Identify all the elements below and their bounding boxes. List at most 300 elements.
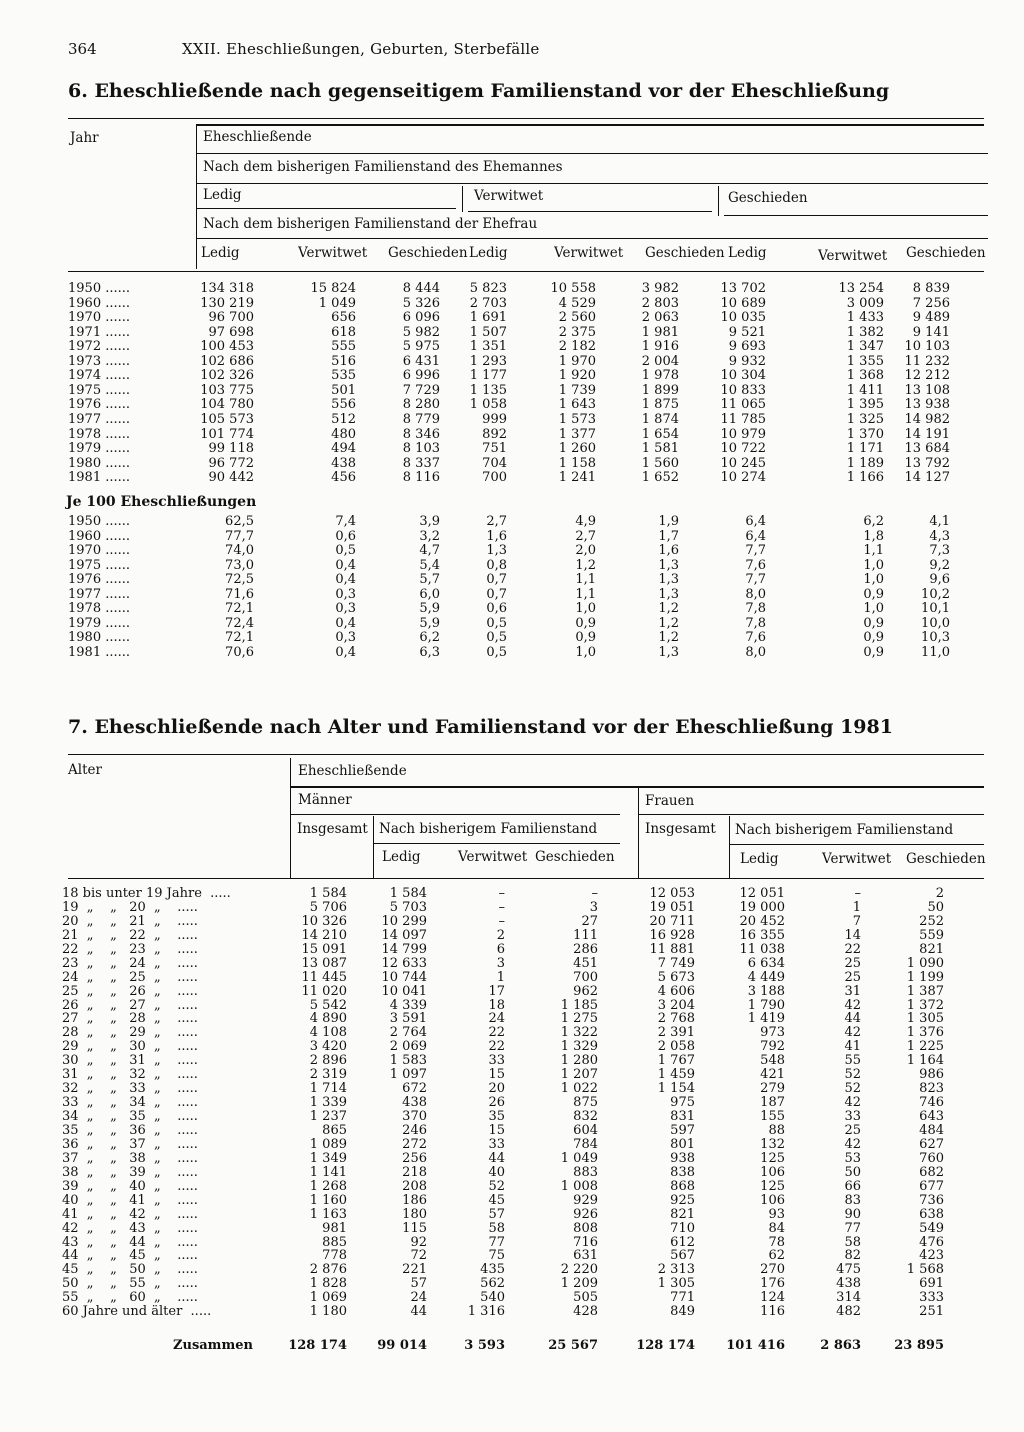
t7-cell: 4 108 <box>309 1025 347 1041</box>
t6-per100-cell: 0,6 <box>335 528 356 544</box>
t7-header-nach-m: Nach bisherigem Familienstand <box>379 821 598 837</box>
t6-cell: 12 212 <box>904 368 950 384</box>
t7-cell: 1 089 <box>309 1136 347 1152</box>
t6-cell: 10 979 <box>720 426 766 442</box>
t7-cell: 1 372 <box>906 997 944 1013</box>
t7-subheader-f-3: Geschieden <box>906 851 986 867</box>
t6-per100-cell: 1,8 <box>863 528 884 544</box>
t7-cell: 1 714 <box>309 1081 347 1097</box>
t6-cell: 1 643 <box>558 397 596 413</box>
t7-row <box>0 943 1024 957</box>
t7-cell: 66 <box>844 1178 861 1194</box>
t7-row <box>0 1194 1024 1208</box>
t7-cell: 1 583 <box>389 1053 427 1069</box>
t7-rule <box>729 844 984 845</box>
t6-cell: 102 326 <box>200 368 254 384</box>
t6-per100-row-label: 1975 ...... <box>68 557 131 573</box>
t7-cell: 821 <box>670 1206 695 1222</box>
t7-cell: 111 <box>573 927 598 943</box>
t7-cell: 16 355 <box>739 927 785 943</box>
t7-row-label: 40 „ „ 41 „ ..... <box>62 1192 198 1208</box>
t7-cell: 716 <box>573 1234 598 1250</box>
t6-per100-cell: 1,3 <box>658 586 679 602</box>
t7-row <box>0 1236 1024 1250</box>
t7-cell: 10 299 <box>381 913 427 929</box>
t7-cell: 1 316 <box>467 1304 505 1320</box>
t7-cell: 4 449 <box>747 969 785 985</box>
t7-cell: 256 <box>402 1150 427 1166</box>
t7-row-label: 26 „ „ 27 „ ..... <box>62 997 198 1013</box>
t7-cell: 57 <box>410 1276 427 1292</box>
t6-rule <box>196 183 988 184</box>
t6-cell: 438 <box>331 455 356 471</box>
t6-per100-row-label: 1981 ...... <box>68 644 131 660</box>
t6-cell: 1 135 <box>469 382 507 398</box>
t7-cell: 3 591 <box>389 1011 427 1027</box>
t6-cell: 1 355 <box>846 353 884 369</box>
t6-per100-row-label: 1960 ...... <box>68 528 131 544</box>
t7-cell: 22 <box>488 1039 505 1055</box>
t6-subheader-5: Verwitwet <box>554 245 624 261</box>
t6-header-geschieden: Geschieden <box>728 190 808 206</box>
t7-cell: 7 749 <box>657 955 695 971</box>
t7-row-label: 42 „ „ 43 „ ..... <box>62 1220 198 1236</box>
t7-total-cell: 99 014 <box>377 1338 427 1353</box>
t7-cell: 77 <box>844 1220 861 1236</box>
t7-row-label: 34 „ „ 35 „ ..... <box>62 1109 198 1125</box>
t6-row-label: 1977 ...... <box>68 411 131 427</box>
t6-per100-cell: 7,6 <box>745 630 766 645</box>
t6-cell: 501 <box>331 382 356 398</box>
t7-cell: 15 <box>488 1067 505 1083</box>
t6-row <box>0 471 1024 485</box>
t6-per100-cell: 0,8 <box>486 557 507 573</box>
t7-cell: 72 <box>410 1248 427 1264</box>
t6-per100-row <box>0 631 1024 645</box>
t7-cell: 52 <box>488 1178 505 1194</box>
t6-cell: 494 <box>331 441 356 457</box>
t6-row <box>0 384 1024 398</box>
t7-row-label: 22 „ „ 23 „ ..... <box>62 941 198 957</box>
t6-cell: 13 254 <box>838 281 884 296</box>
t7-cell: 10 744 <box>381 969 427 985</box>
t7-cell: 1 160 <box>309 1192 347 1208</box>
t6-cell: 1 395 <box>846 397 884 413</box>
t6-cell: 10 722 <box>720 441 766 457</box>
t7-cell: 6 634 <box>747 955 785 971</box>
t7-cell: 57 <box>488 1206 505 1222</box>
t7-divider <box>290 758 291 878</box>
t7-cell: 1 305 <box>657 1276 695 1292</box>
t6-cell: 999 <box>482 411 507 427</box>
t7-cell: 1 199 <box>906 969 944 985</box>
t6-cell: 1 970 <box>558 353 596 369</box>
t7-cell: 5 542 <box>309 997 347 1013</box>
t6-header-bottom-rule <box>68 271 984 272</box>
t7-row <box>0 1040 1024 1054</box>
t6-cell: 1 347 <box>846 339 884 355</box>
t7-cell: 1 268 <box>309 1178 347 1194</box>
t6-cell: 3 982 <box>641 281 679 296</box>
t7-cell: 14 210 <box>301 927 347 943</box>
t7-cell: – <box>498 913 505 929</box>
t7-row-label: 44 „ „ 45 „ ..... <box>62 1248 198 1264</box>
t6-subheader-7: Ledig <box>728 245 767 261</box>
t6-per100-row <box>0 573 1024 587</box>
t6-per100-cell: 7,7 <box>745 543 766 558</box>
t6-per100-cell: 8,0 <box>745 644 766 660</box>
t6-cell: 9 932 <box>728 353 766 369</box>
t6-per100-cell: 10,0 <box>921 615 950 631</box>
t7-cell: 1 <box>496 969 505 985</box>
t7-row <box>0 1305 1024 1319</box>
t7-cell: 218 <box>402 1164 427 1180</box>
t6-per100-cell: 1,6 <box>658 543 679 558</box>
t7-cell: 1 154 <box>657 1081 695 1097</box>
t6-cell: 1 981 <box>641 324 679 340</box>
t7-cell: 438 <box>836 1276 861 1292</box>
t7-cell: 451 <box>573 955 598 971</box>
t7-cell: 55 <box>844 1053 861 1069</box>
t7-cell: 83 <box>844 1192 861 1208</box>
t7-cell: 1 767 <box>657 1053 695 1069</box>
t7-cell: 1 <box>852 899 861 915</box>
t6-per100-cell: 72,4 <box>225 615 254 631</box>
t6-cell: 1 351 <box>469 339 507 355</box>
t7-cell: 10 041 <box>381 983 427 999</box>
t7-row-label: 33 „ „ 34 „ ..... <box>62 1095 198 1111</box>
t7-row-label: 18 bis unter 19 Jahre ..... <box>62 886 231 901</box>
t7-cell: 962 <box>573 983 598 999</box>
t7-row-label: 43 „ „ 44 „ ..... <box>62 1234 198 1250</box>
t7-cell: 1 049 <box>560 1150 598 1166</box>
t7-row-label: 39 „ „ 40 „ ..... <box>62 1178 198 1194</box>
t6-cell: 2 560 <box>558 310 596 326</box>
t7-cell: 25 <box>844 1122 861 1138</box>
t6-per100-row <box>0 646 1024 660</box>
t7-cell: 270 <box>760 1262 785 1278</box>
t7-row <box>0 1208 1024 1222</box>
t7-cell: 1 237 <box>309 1109 347 1125</box>
t6-cell: 1 654 <box>641 426 679 442</box>
t7-cell: 77 <box>488 1234 505 1250</box>
t6-per100-row-label: 1970 ...... <box>68 543 131 558</box>
t6-per100-cell: 10,1 <box>921 601 950 616</box>
t6-row <box>0 369 1024 383</box>
t7-cell: 75 <box>488 1248 505 1264</box>
t7-cell: 677 <box>919 1178 944 1194</box>
t7-cell: 44 <box>410 1304 427 1320</box>
t6-divider <box>718 186 719 216</box>
t6-per100-cell: 0,7 <box>486 586 507 602</box>
t6-cell: 1 171 <box>846 441 884 457</box>
t6-per100-cell: 0,3 <box>335 586 356 602</box>
t7-cell: 52 <box>844 1067 861 1083</box>
t7-total-cell: 25 567 <box>548 1338 598 1353</box>
t6-rule <box>468 211 712 212</box>
t7-cell: 44 <box>488 1150 505 1166</box>
t7-cell: 1 141 <box>309 1164 347 1180</box>
t7-row <box>0 887 1024 901</box>
t7-cell: 45 <box>488 1192 505 1208</box>
t6-subheader-1: Ledig <box>201 245 240 261</box>
t6-rule <box>196 153 988 154</box>
t7-cell: 682 <box>919 1164 944 1180</box>
t6-per100-cell: 10,2 <box>921 586 950 602</box>
t6-row-label: 1971 ...... <box>68 324 131 340</box>
t7-cell: 370 <box>402 1109 427 1125</box>
t7-cell: 314 <box>836 1290 861 1306</box>
t6-cell: 103 775 <box>200 382 254 398</box>
t7-cell: 52 <box>844 1081 861 1097</box>
t6-cell: 100 453 <box>200 339 254 355</box>
t7-row <box>0 1096 1024 1110</box>
t7-cell: 42 <box>844 1095 861 1111</box>
t7-cell: 643 <box>919 1109 944 1125</box>
t6-per100-cell: 1,7 <box>658 528 679 544</box>
t7-cell: 2 319 <box>309 1067 347 1083</box>
t7-cell: 1 387 <box>906 983 944 999</box>
t7-cell: 22 <box>844 941 861 957</box>
t6-per100-cell: 1,3 <box>486 543 507 558</box>
t7-cell: 272 <box>402 1136 427 1152</box>
t7-cell: 252 <box>919 913 944 929</box>
t6-per100-cell: 10,3 <box>921 630 950 645</box>
t7-cell: 12 051 <box>739 886 785 901</box>
t7-row-label: 55 „ „ 60 „ ..... <box>62 1290 198 1306</box>
t7-cell: 116 <box>760 1304 785 1320</box>
t6-cell: 1 260 <box>558 441 596 457</box>
t6-cell: 1 325 <box>846 411 884 427</box>
t6-cell: 5 823 <box>469 281 507 296</box>
t7-row-label: 60 Jahre und älter ..... <box>62 1304 212 1320</box>
t7-cell: 35 <box>488 1109 505 1125</box>
t7-row <box>0 915 1024 929</box>
t6-cell: 11 232 <box>904 353 950 369</box>
t7-cell: 808 <box>573 1220 598 1236</box>
t7-cell: 1 180 <box>309 1304 347 1320</box>
t7-header-maenner: Männer <box>298 792 352 808</box>
t6-per100-row <box>0 544 1024 558</box>
t7-cell: 1 207 <box>560 1067 598 1083</box>
t6-cell: 8 779 <box>402 411 440 427</box>
t7-cell: 15 091 <box>301 941 347 957</box>
t6-cell: 13 684 <box>904 441 950 457</box>
t6-cell: 512 <box>331 411 356 427</box>
t6-per100-cell: 6,4 <box>745 528 766 544</box>
t7-cell: 885 <box>322 1234 347 1250</box>
t6-cell: 700 <box>482 470 507 486</box>
t7-row <box>0 971 1024 985</box>
t7-cell: 20 <box>488 1081 505 1097</box>
t7-cell: 838 <box>670 1164 695 1180</box>
t7-header-bottom-rule <box>68 878 984 879</box>
t6-per100-row-label: 1980 ...... <box>68 630 131 645</box>
t7-cell: 11 038 <box>739 941 785 957</box>
t6-cell: 5 975 <box>402 339 440 355</box>
t7-rule <box>373 843 620 844</box>
t7-rule <box>638 814 984 815</box>
t6-cell: 8 116 <box>402 470 440 486</box>
t6-row <box>0 355 1024 369</box>
t7-divider <box>373 816 374 878</box>
t7-cell: 975 <box>670 1095 695 1111</box>
t7-cell: 41 <box>844 1039 861 1055</box>
t6-per100-cell: 0,9 <box>863 644 884 660</box>
t6-header-verwitwet: Verwitwet <box>474 188 544 204</box>
t6-per100-cell: 70,6 <box>225 644 254 660</box>
t6-per100-cell: 4,7 <box>419 543 440 558</box>
t7-row <box>0 1054 1024 1068</box>
t6-cell: 2 063 <box>641 310 679 326</box>
t6-header-eheschliessende: Eheschließende <box>203 129 312 145</box>
t6-cell: 1 377 <box>558 426 596 442</box>
t7-cell: 5 703 <box>389 899 427 915</box>
t7-cell: 567 <box>670 1248 695 1264</box>
t6-cell: 10 103 <box>904 339 950 355</box>
t7-cell: 784 <box>573 1136 598 1152</box>
t7-row-label: 35 „ „ 36 „ ..... <box>62 1122 198 1138</box>
t6-cell: 618 <box>331 324 356 340</box>
t7-row <box>0 1222 1024 1236</box>
t7-cell: 691 <box>919 1276 944 1292</box>
t7-cell: 186 <box>402 1192 427 1208</box>
t6-per100-cell: 1,2 <box>658 601 679 616</box>
t7-row-label: 24 „ „ 25 „ ..... <box>62 969 198 985</box>
t7-cell: 778 <box>322 1248 347 1264</box>
t6-cell: 1 874 <box>641 411 679 427</box>
table7-top-rule <box>68 754 984 755</box>
t7-cell: 286 <box>573 941 598 957</box>
t7-cell: 5 706 <box>309 899 347 915</box>
t7-row <box>0 957 1024 971</box>
t7-cell: 11 881 <box>649 941 695 957</box>
t7-cell: 2 896 <box>309 1053 347 1069</box>
t7-row-label: 25 „ „ 26 „ ..... <box>62 983 198 999</box>
t7-row-label: 31 „ „ 32 „ ..... <box>62 1067 198 1083</box>
t7-cell: 1 305 <box>906 1011 944 1027</box>
t6-per100-cell: 1,3 <box>658 557 679 573</box>
t7-cell: 14 <box>844 927 861 943</box>
t6-row-label: 1981 ...... <box>68 470 131 486</box>
t7-cell: 251 <box>919 1304 944 1320</box>
t6-cell: 8 337 <box>402 455 440 471</box>
t6-cell: 1 573 <box>558 411 596 427</box>
t6-row-label: 1980 ...... <box>68 455 131 471</box>
t7-cell: 1 163 <box>309 1206 347 1222</box>
table7-title: 7. Eheschließende nach Alter und Familienstand vor der Eheschließung 1981 <box>68 716 893 738</box>
t6-cell: 9 693 <box>728 339 766 355</box>
t7-row <box>0 1138 1024 1152</box>
t6-cell: 10 833 <box>720 382 766 398</box>
t6-per100-cell: 6,2 <box>419 630 440 645</box>
t6-cell: 97 698 <box>208 324 254 340</box>
t6-per100-row <box>0 602 1024 616</box>
t6-per100-cell: 74,0 <box>225 543 254 558</box>
t6-cell: 10 035 <box>720 310 766 326</box>
t7-cell: 868 <box>670 1178 695 1194</box>
t7-cell: 92 <box>410 1234 427 1250</box>
t7-cell: 7 <box>852 913 861 929</box>
t6-per100-cell: 71,6 <box>225 586 254 602</box>
t7-cell: 760 <box>919 1150 944 1166</box>
t6-per100-cell: 11,0 <box>921 644 950 660</box>
t6-cell: 1 370 <box>846 426 884 442</box>
t6-per100-cell: 0,9 <box>863 615 884 631</box>
t7-divider <box>638 788 639 878</box>
t6-cell: 15 824 <box>310 281 356 296</box>
t7-cell: 1 275 <box>560 1011 598 1027</box>
t7-cell: 865 <box>322 1122 347 1138</box>
t7-cell: 981 <box>322 1220 347 1236</box>
t6-per100-cell: 1,0 <box>863 601 884 616</box>
t7-cell: 4 606 <box>657 983 695 999</box>
t6-per100-cell: 6,3 <box>419 644 440 660</box>
t7-cell: 26 <box>488 1095 505 1111</box>
t6-cell: 13 792 <box>904 455 950 471</box>
t7-cell: 3 <box>496 955 505 971</box>
t6-cell: 2 375 <box>558 324 596 340</box>
t7-cell: 435 <box>480 1262 505 1278</box>
t7-cell: 801 <box>670 1136 695 1152</box>
t6-per100-cell: 1,3 <box>658 572 679 587</box>
t6-cell: 480 <box>331 426 356 442</box>
t7-cell: 19 051 <box>649 899 695 915</box>
t6-cell: 8 280 <box>402 397 440 413</box>
t6-row-label: 1976 ...... <box>68 397 131 413</box>
t6-row <box>0 311 1024 325</box>
t7-cell: 22 <box>488 1025 505 1041</box>
t6-per100-cell: 0,5 <box>486 630 507 645</box>
t6-per100-row-label: 1977 ...... <box>68 586 131 602</box>
t7-total-cell: 2 863 <box>820 1338 861 1353</box>
t6-per100-cell: 72,1 <box>225 601 254 616</box>
t6-per100-cell: 1,0 <box>575 644 596 660</box>
t6-per100-row <box>0 515 1024 529</box>
t7-cell: 187 <box>760 1095 785 1111</box>
t6-cell: 11 785 <box>720 411 766 427</box>
t7-cell: 221 <box>402 1262 427 1278</box>
t7-cell: 14 097 <box>381 927 427 943</box>
t7-row-label: 29 „ „ 30 „ ..... <box>62 1039 198 1055</box>
t7-cell: 548 <box>760 1053 785 1069</box>
t6-per100-cell: 1,3 <box>658 644 679 660</box>
t7-cell: 42 <box>844 1136 861 1152</box>
t7-row-label: 30 „ „ 31 „ ..... <box>62 1053 198 1069</box>
t6-cell: 704 <box>482 455 507 471</box>
t7-cell: 17 <box>488 983 505 999</box>
t6-cell: 6 096 <box>402 310 440 326</box>
t6-per100-cell: 8,0 <box>745 586 766 602</box>
t6-cell: 7 729 <box>402 382 440 398</box>
t7-row-label: 23 „ „ 24 „ ..... <box>62 955 198 971</box>
t7-cell: 986 <box>919 1067 944 1083</box>
t6-row-label: 1973 ...... <box>68 353 131 369</box>
t6-cell: 14 127 <box>904 470 950 486</box>
t6-cell: 1 652 <box>641 470 679 486</box>
t7-cell: 2 764 <box>389 1025 427 1041</box>
t7-cell: 24 <box>488 1011 505 1027</box>
t6-subheader-3: Geschieden <box>388 245 468 261</box>
t6-per100-row-label: 1979 ...... <box>68 615 131 631</box>
t7-row <box>0 1166 1024 1180</box>
t6-cell: 13 702 <box>720 281 766 296</box>
t6-row-label: 1974 ...... <box>68 368 131 384</box>
t7-cell: 792 <box>760 1039 785 1055</box>
t7-cell: – <box>591 886 598 901</box>
t7-cell: – <box>498 899 505 915</box>
t6-cell: 1 739 <box>558 382 596 398</box>
